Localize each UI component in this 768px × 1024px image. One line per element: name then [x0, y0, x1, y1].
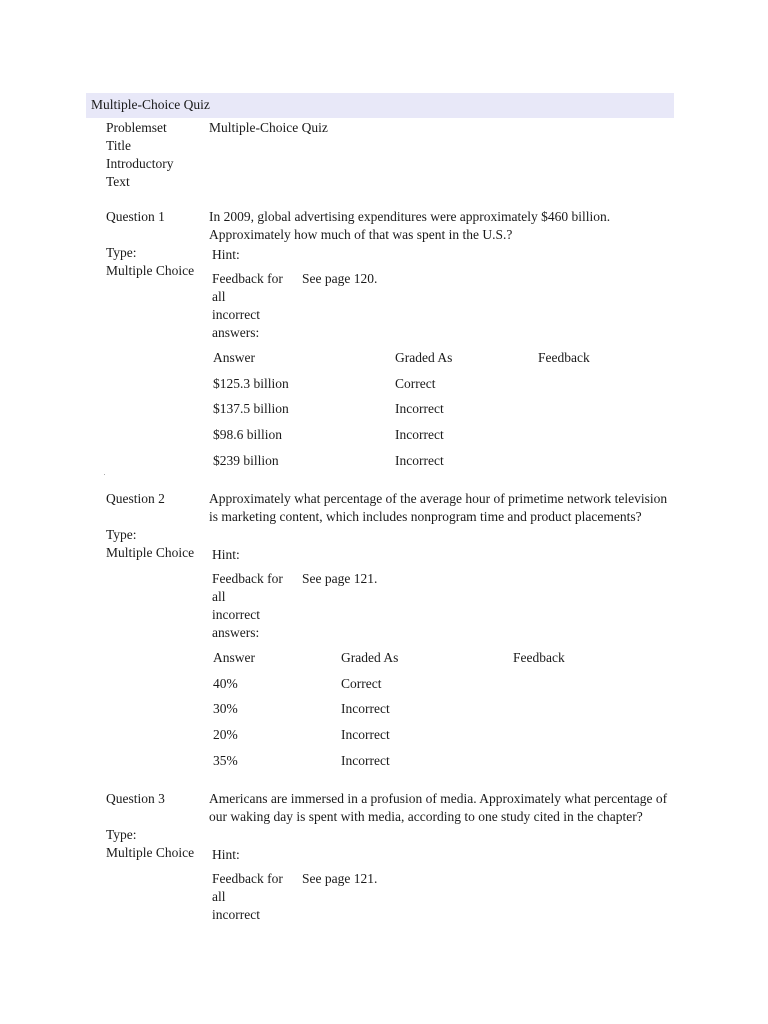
type-value: Multiple Choice	[106, 545, 195, 560]
type-value: Multiple Choice	[106, 263, 195, 278]
hint-label: Hint:	[212, 547, 240, 562]
feedback-label: Feedback for all incorrect	[212, 871, 283, 922]
question-text: Americans are immersed in a profusion of media. Approximately what percentage of our waking day is spent with media, according to one study cited in the chapter?	[209, 791, 668, 824]
answer-cell: 35%	[213, 753, 238, 768]
separator-dot	[104, 474, 105, 475]
graded-cell: Correct	[341, 676, 382, 691]
col-feedback-header: Feedback	[513, 650, 565, 665]
quiz-header-bar	[86, 93, 674, 118]
graded-cell: Incorrect	[395, 453, 444, 468]
graded-cell: Incorrect	[341, 753, 390, 768]
quiz-title: Multiple-Choice Quiz	[91, 97, 210, 112]
graded-cell: Incorrect	[395, 401, 444, 416]
answer-cell: 40%	[213, 676, 238, 691]
question-label: Question 2	[106, 491, 165, 506]
answer-cell: 20%	[213, 727, 238, 742]
question-text: Approximately what percentage of the average hour of primetime network television is marketing content, which includes nonprogram time and product placements?	[209, 491, 668, 524]
col-answer-header: Answer	[213, 650, 255, 665]
feedback-text: See page 121.	[302, 571, 378, 586]
type-value: Multiple Choice	[106, 845, 195, 860]
graded-cell: Incorrect	[395, 427, 444, 442]
problemset-title: Multiple-Choice Quiz	[209, 120, 328, 135]
question-text: In 2009, global advertising expenditures were approximately $460 billion. Approximately how much of that was spent in the U.S.?	[209, 209, 611, 242]
col-graded-header: Graded As	[395, 350, 453, 365]
graded-cell: Correct	[395, 376, 436, 391]
type-label: Type:	[106, 827, 137, 842]
feedback-text: See page 121.	[302, 871, 378, 886]
hint-label: Hint:	[212, 847, 240, 862]
graded-cell: Incorrect	[341, 727, 390, 742]
problemset-label: Problemset Title Introductory Text	[106, 120, 174, 189]
graded-cell: Incorrect	[341, 701, 390, 716]
type-label: Type:	[106, 245, 137, 260]
answer-cell: $98.6 billion	[213, 427, 283, 442]
answer-cell: $137.5 billion	[213, 401, 289, 416]
question-label: Question 3	[106, 791, 165, 806]
feedback-label: Feedback for all incorrect answers:	[212, 571, 283, 640]
question-label: Question 1	[106, 209, 165, 224]
feedback-label: Feedback for all incorrect answers:	[212, 271, 283, 340]
hint-label: Hint:	[212, 247, 240, 262]
col-feedback-header: Feedback	[538, 350, 590, 365]
type-label: Type:	[106, 527, 137, 542]
answer-cell: 30%	[213, 701, 238, 716]
answer-cell: $125.3 billion	[213, 376, 289, 391]
feedback-text: See page 120.	[302, 271, 378, 286]
col-graded-header: Graded As	[341, 650, 399, 665]
answer-cell: $239 billion	[213, 453, 279, 468]
col-answer-header: Answer	[213, 350, 255, 365]
